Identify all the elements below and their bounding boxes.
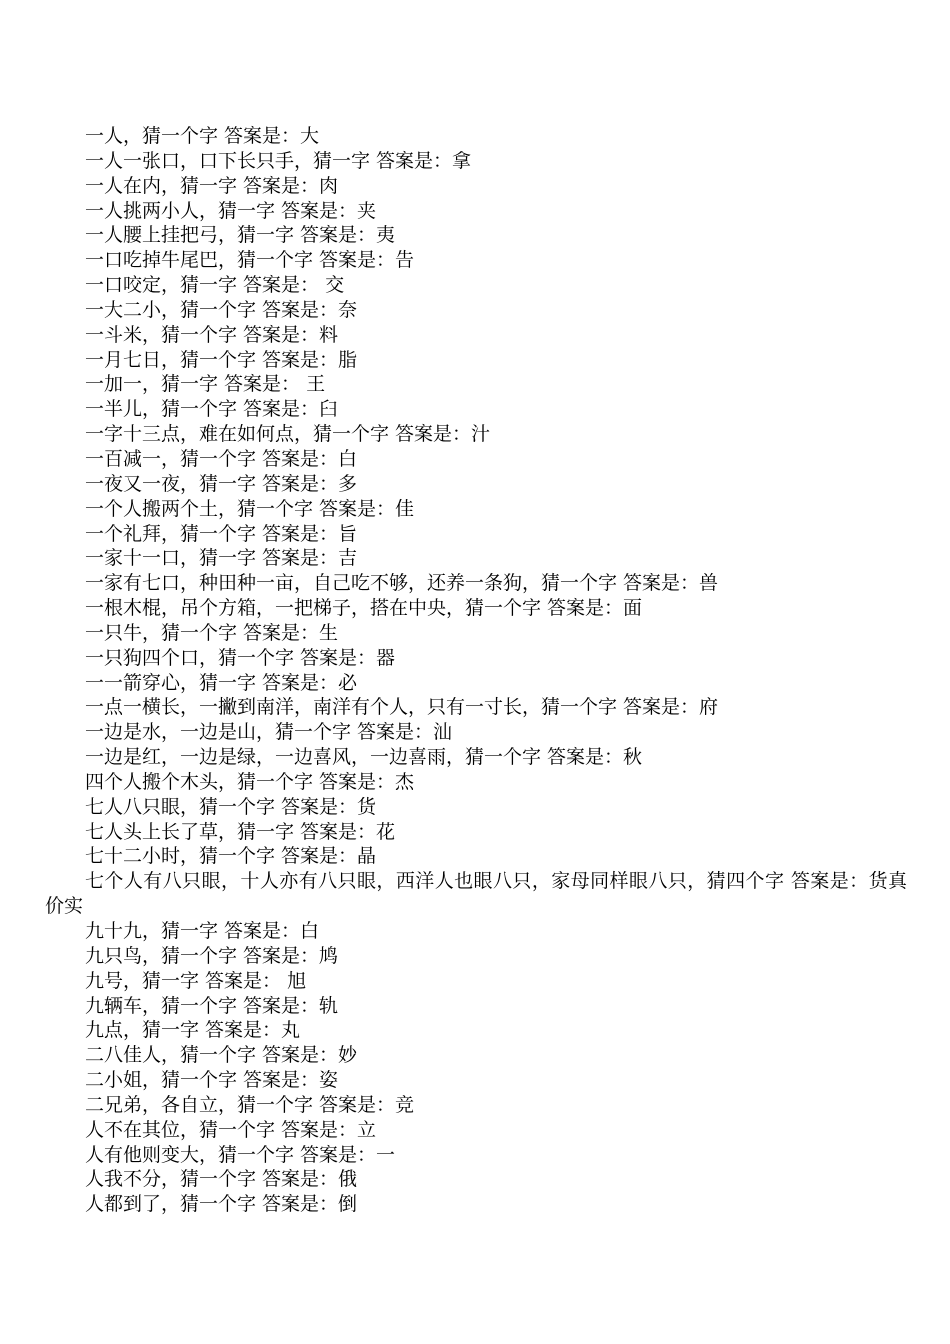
riddle-line: 九十九，猜一字 答案是：白 <box>85 920 320 942</box>
riddle-line: 二八佳人，猜一个字 答案是：妙 <box>85 1044 358 1067</box>
riddle-line: 一点一横长，一撇到南洋，南洋有个人，只有一寸长，猜一个字 答案是：府 <box>85 696 719 719</box>
riddle-line: 一个礼拜，猜一个字 答案是：旨 <box>85 522 358 545</box>
riddle-line: 七个人有八只眼，十人亦有八只眼，西洋人也眼八只，家母同样眼八只，猜四个字 答案是：货真价实 <box>45 870 907 918</box>
riddle-line: 一人挑两小人，猜一字 答案是：夹 <box>85 199 377 222</box>
riddle-line: 一夜又一夜，猜一字 答案是：多 <box>85 472 358 495</box>
riddle-line: 一加一，猜一字 答案是： 王 <box>85 373 326 396</box>
riddle-line: 一人腰上挂把弓，猜一字 答案是：夷 <box>85 224 396 247</box>
riddle-line: 二小姐，猜一个字 答案是：姿 <box>85 1069 339 1092</box>
riddle-line: 一斗米，猜一个字 答案是：料 <box>85 323 339 346</box>
riddle-list <box>45 124 907 1217</box>
riddle-line: 九辆车，猜一个字 答案是：轨 <box>85 994 339 1017</box>
riddle-line: 一人一张口，口下长只手，猜一字 答案是：拿 <box>85 149 472 172</box>
riddle-line: 人我不分，猜一个字 答案是：俄 <box>85 1168 358 1191</box>
riddle-line: 一人，猜一个字 答案是：大 <box>85 125 320 147</box>
riddle-line: 一只狗四个口，猜一个字 答案是：器 <box>85 646 396 669</box>
riddle-line: 七人头上长了草，猜一字 答案是：花 <box>85 820 396 843</box>
riddle-line: 一口咬定，猜一字 答案是： 交 <box>85 274 345 297</box>
riddle-line: 九点，猜一字 答案是：丸 <box>85 1019 301 1042</box>
riddle-line: 一人在内，猜一字 答案是：肉 <box>85 174 339 197</box>
riddle-line: 一字十三点，难在如何点，猜一个字 答案是：汁 <box>85 423 491 446</box>
riddle-line: 一百减一，猜一个字 答案是：白 <box>85 447 358 470</box>
riddle-line: 一家十一口，猜一字 答案是：吉 <box>85 547 358 570</box>
riddle-line: 人不在其位，猜一个字 答案是：立 <box>85 1118 377 1141</box>
riddle-line: 二兄弟，各自立，猜一个字 答案是：竞 <box>85 1093 415 1116</box>
riddle-line: 七人八只眼，猜一个字 答案是：货 <box>85 795 377 818</box>
riddle-line: 一大二小，猜一个字 答案是：奈 <box>85 298 358 321</box>
riddle-line: 一一箭穿心，猜一字 答案是：必 <box>85 671 358 694</box>
riddle-line: 四个人搬个木头，猜一个字 答案是：杰 <box>85 770 415 793</box>
riddle-line: 一口吃掉牛尾巴，猜一个字 答案是：告 <box>85 249 415 272</box>
riddle-line: 一家有七口，种田种一亩，自己吃不够，还养一条狗，猜一个字 答案是：兽 <box>85 572 719 595</box>
riddle-line: 九号，猜一字 答案是： 旭 <box>85 969 307 992</box>
riddle-line: 一边是红，一边是绿，一边喜风，一边喜雨，猜一个字 答案是：秋 <box>85 746 643 769</box>
riddle-line: 人都到了，猜一个字 答案是：倒 <box>85 1193 358 1216</box>
riddle-line: 一边是水，一边是山，猜一个字 答案是：汕 <box>85 721 453 744</box>
riddle-line: 一只牛，猜一个字 答案是：生 <box>85 621 339 644</box>
riddle-line: 一半儿，猜一个字 答案是：臼 <box>85 398 339 421</box>
riddle-line: 七十二小时，猜一个字 答案是：晶 <box>85 845 377 868</box>
riddle-line: 一根木棍，吊个方箱，一把梯子，搭在中央，猜一个字 答案是：面 <box>85 597 643 620</box>
riddle-line: 九只鸟，猜一个字 答案是：鸠 <box>85 944 339 967</box>
riddle-line: 一个人搬两个土，猜一个字 答案是：佳 <box>85 497 415 520</box>
riddle-line: 人有他则变大，猜一个字 答案是：一 <box>85 1143 396 1166</box>
riddle-line: 一月七日，猜一个字 答案是：脂 <box>85 348 358 371</box>
